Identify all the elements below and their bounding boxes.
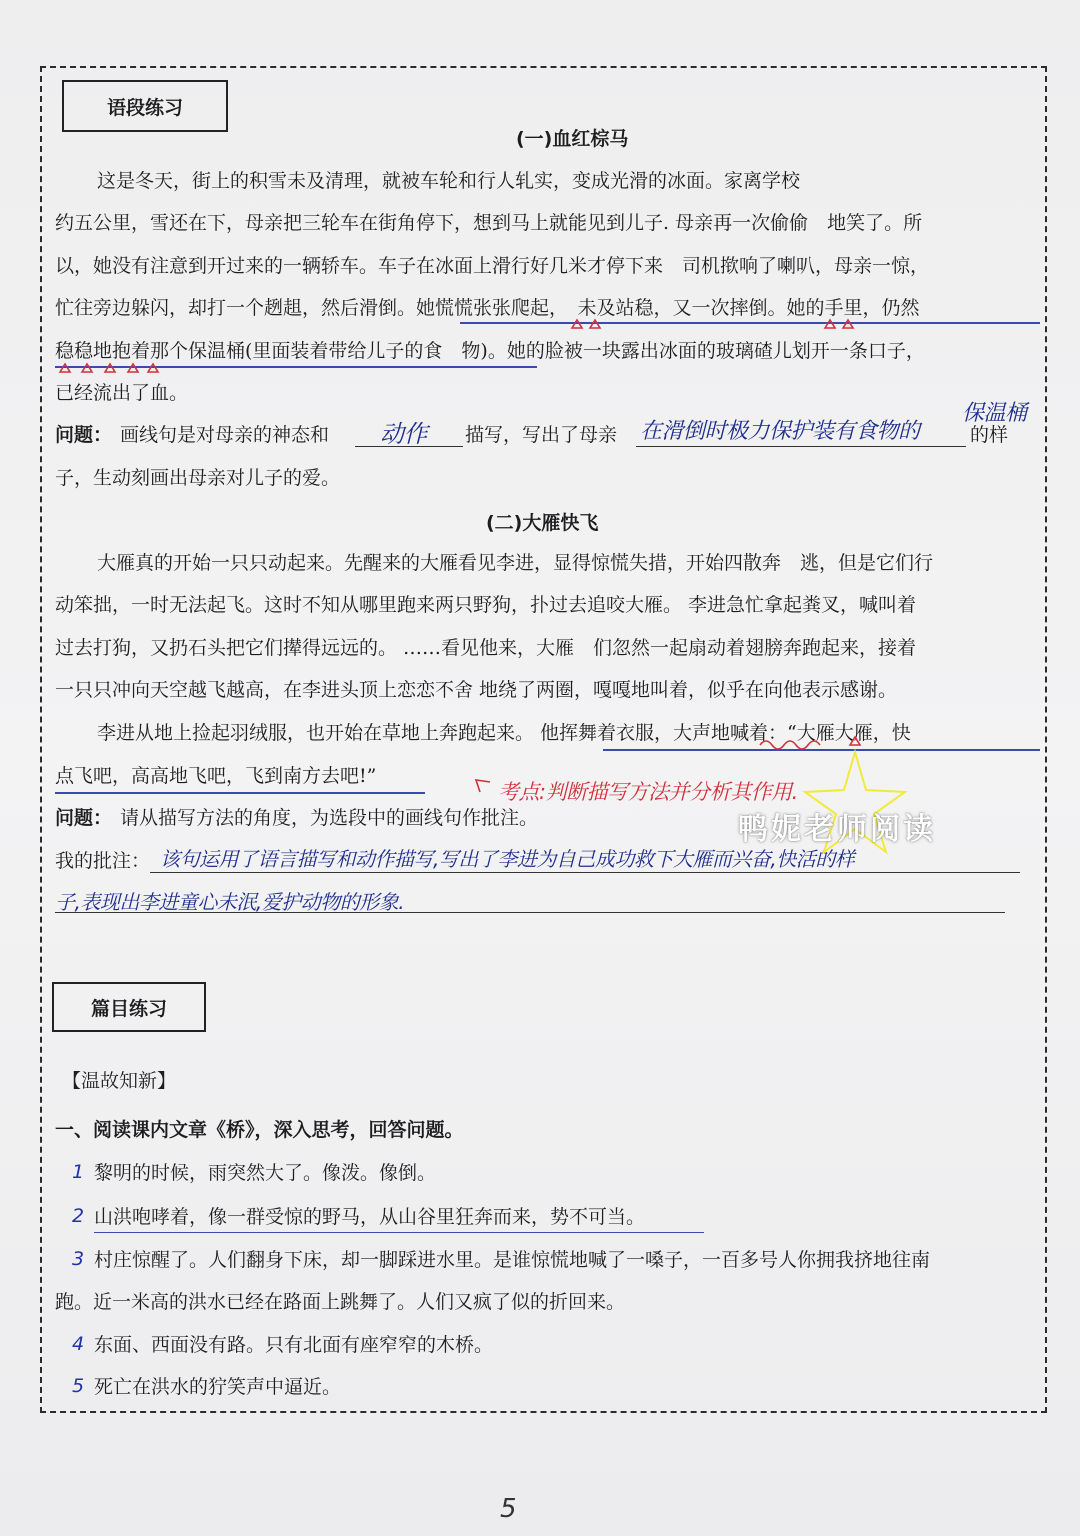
question2-label: 问题：	[55, 807, 113, 829]
item-text-1: 黎明的时候，雨突然大了。像泼。像倒。	[94, 1162, 437, 1184]
passage2-line-5: 李进从地上捡起羽绒服，也开始在草地上奔跑起来。 他挥舞着衣服，大声地喊着：“大雁大雁，快	[97, 722, 911, 744]
passage1-line-5: 稳稳地抱着那个保温桶(里面装着带给儿子的食 物)。她的脸被一块露出冰面的玻璃碴儿划开一条口子，	[55, 340, 925, 362]
comment-line-2-rule	[55, 912, 1005, 913]
item-text-3-cont: 跑。近一米高的洪水已经在路面上跳舞了。人们又疯了似的折回来。	[55, 1291, 626, 1313]
passage1-line-4: 忙往旁边躲闪，却打一个趔趄，然后滑倒。她慌慌张张爬起， 未及站稳，又一次摔倒。她的手里，仍然	[55, 297, 920, 319]
answer-blank2: 在滑倒时极力保护装有食物的	[640, 419, 920, 444]
page-number: 5	[500, 1494, 517, 1524]
question1-part2: 描写，写出了母亲	[465, 424, 618, 446]
comment-label: 我的批注：	[55, 850, 151, 872]
blank2-line	[636, 446, 966, 447]
question1-label: 问题：	[55, 424, 113, 446]
passage2-line-6: 点飞吧，高高地飞吧，飞到南方去吧!”	[55, 765, 377, 787]
question1-part1: 画线句是对母亲的神态和	[120, 424, 330, 446]
passage1-line-3: 以，她没有注意到开过来的一辆轿车。车子在冰面上滑行好几米才停下来 司机揿响了喇叭，母亲一惊，	[55, 255, 930, 277]
item-text-5: 死亡在洪水的狞笑声中逼近。	[94, 1376, 342, 1398]
underline-p2-a	[603, 749, 1040, 751]
comment-line-2: 子,表现出李进童心未泯,爱护动物的形象.	[55, 890, 405, 914]
passage1-line-1: 这是冬天，街上的积雪未及清理，就被车轮和行人轧实，变成光滑的冰面。家离学校	[97, 170, 801, 192]
item-number-4: 4	[72, 1333, 85, 1355]
item-number-3: 3	[72, 1248, 85, 1270]
passage2-title: (二)大雁快飞	[486, 512, 599, 534]
underline-item-2	[94, 1232, 704, 1233]
comment-line-1: 该句运用了语言描写和动作描写,写出了李进为自己成功救下大雁而兴奋,快活的样	[160, 847, 855, 871]
item-number-2: 2	[72, 1205, 85, 1227]
question1-part3: 的样	[970, 424, 1009, 446]
review-subhead: 【温故知新】	[62, 1070, 177, 1092]
passage2-line-3: 过去打狗，又扔石头把它们撵得远远的。 ……看见他来，大雁 们忽然一起扇动着翅膀奔跑起来，接着	[55, 637, 917, 659]
exercise-heading: 一、阅读课内文章《桥》，深入思考，回答问题。	[55, 1119, 464, 1141]
comment-line-1-rule	[150, 872, 1020, 873]
exam-point-note: 考点:判断描写方法并分析其作用.	[498, 780, 798, 804]
item-text-4: 东面、西面没有路。只有北面有座窄窄的木桥。	[94, 1334, 494, 1356]
passage2-line-1: 大雁真的开始一只只动起来。先醒来的大雁看见李进，显得惊慌失措，开始四散奔 逃，但是它们行	[97, 552, 934, 574]
question1-line2: 子，生动刻画出母亲对儿子的爱。	[55, 467, 341, 489]
item-number-5: 5	[72, 1375, 85, 1397]
underline-p1-a	[460, 322, 1040, 324]
answer-note: 保温桶	[962, 401, 1027, 426]
section-tag-paragraph-practice: 语段练习	[62, 80, 228, 132]
passage2-line-4: 一只只冲向天空越飞越高，在李进头顶上恋恋不舍 地绕了两圈，嘎嘎地叫着，似乎在向他表示感谢。	[55, 679, 898, 701]
passage1-title: (一)血红棕马	[516, 128, 629, 150]
passage2-line-2: 动笨拙，一时无法起飞。这时不知从哪里跑来两只野狗，扑过去追咬大雁。 李进急忙拿起粪叉，喊叫着	[55, 594, 917, 616]
underline-p2-b	[55, 792, 425, 794]
section-tag-article-practice: 篇目练习	[52, 982, 206, 1032]
watermark: 鸭妮老师阅读	[738, 812, 936, 847]
item-number-1: 1	[72, 1161, 85, 1183]
underline-p1-b	[55, 366, 537, 368]
passage1-line-2: 约五公里，雪还在下，母亲把三轮车在街角停下，想到马上就能见到儿子. 母亲再一次偷偷 地笑了。所	[55, 212, 923, 234]
item-text-2: 山洪咆哮着，像一群受惊的野马，从山谷里狂奔而来，势不可当。	[94, 1206, 646, 1228]
answer-blank1: 动作	[380, 420, 427, 448]
question2-text: 请从描写方法的角度，为选段中的画线句作批注。	[120, 807, 539, 829]
passage1-line-6: 已经流出了血。	[55, 382, 189, 404]
item-text-3: 村庄惊醒了。人们翻身下床，却一脚踩进水里。是谁惊慌地喊了一嗓子，一百多号人你拥我挤地往南	[94, 1249, 931, 1271]
